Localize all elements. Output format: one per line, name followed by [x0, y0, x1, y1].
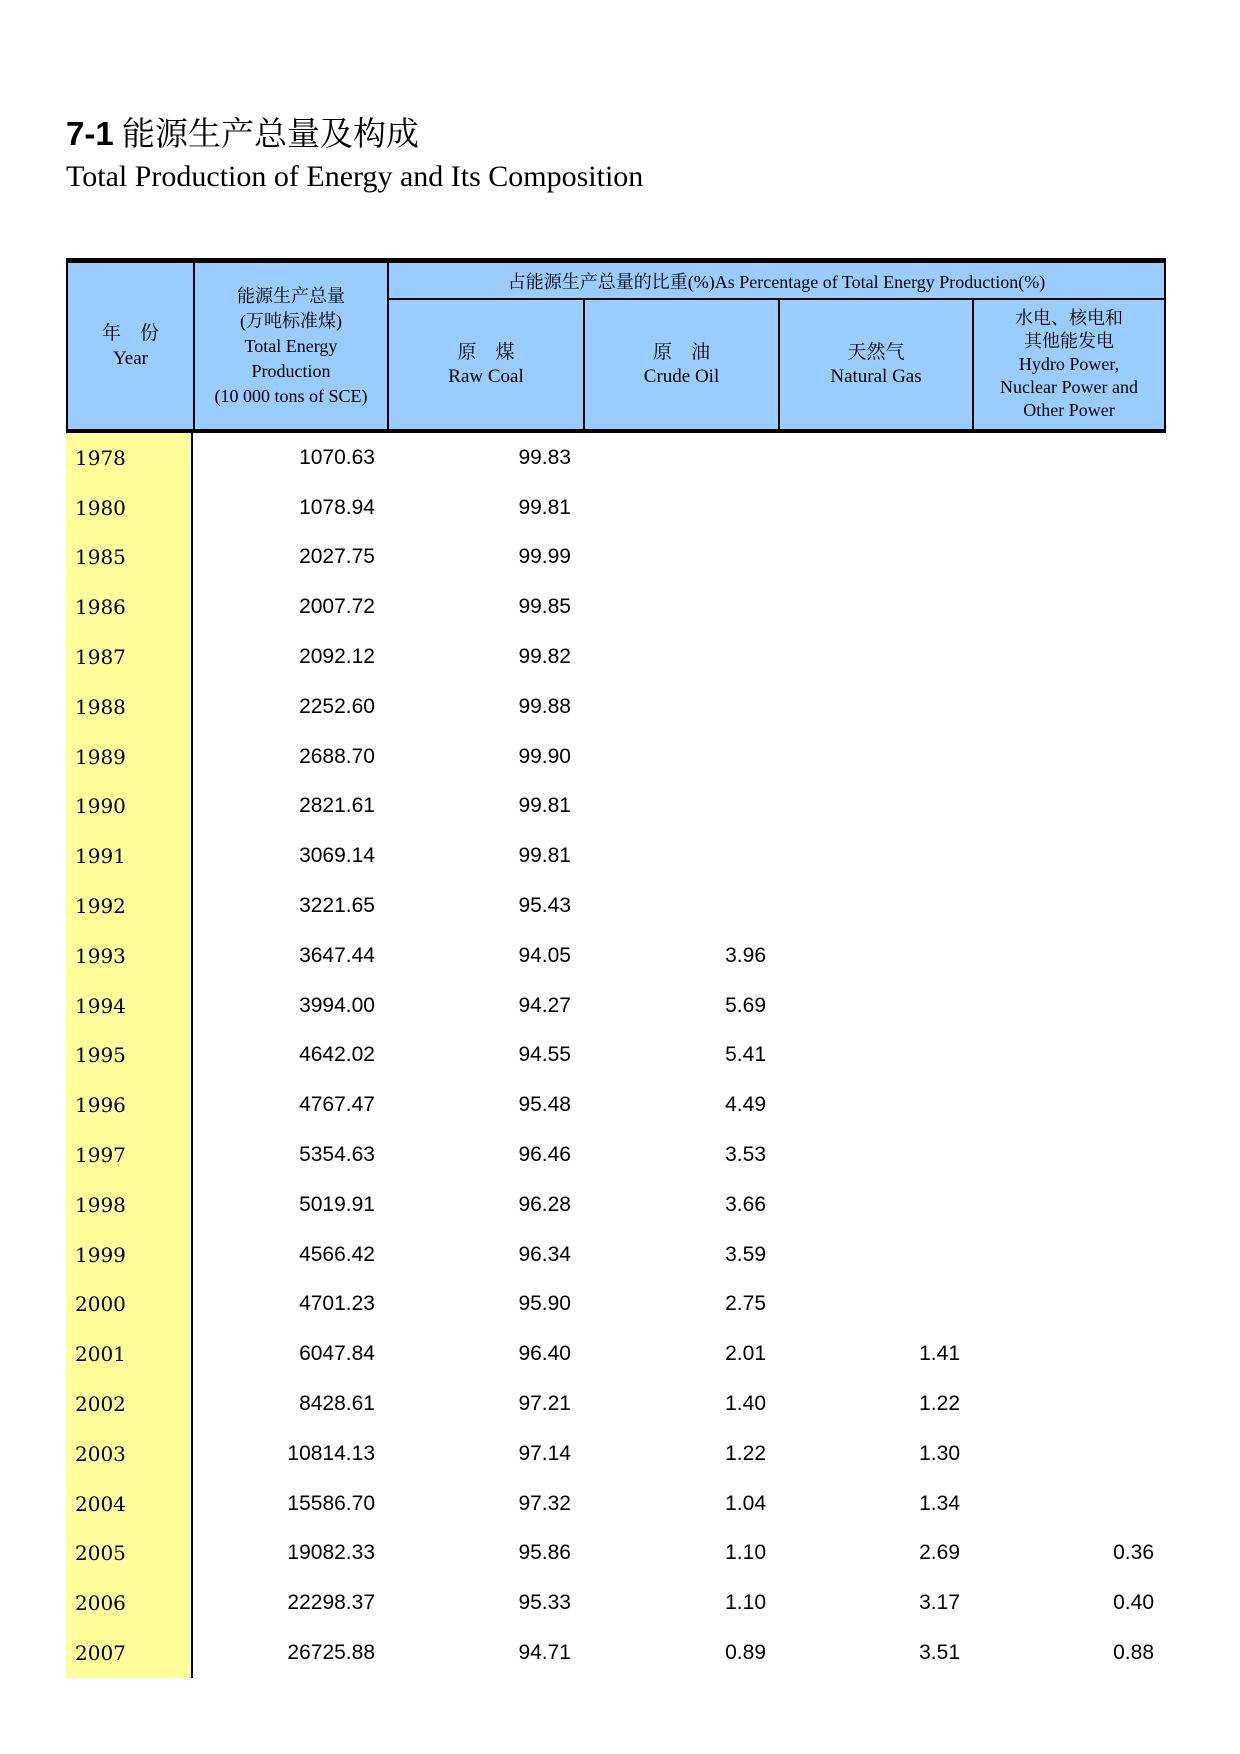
year-cell: 2006: [66, 1578, 193, 1628]
natural-gas-cell: 3.17: [919, 1591, 960, 1615]
raw-coal-cell: 97.32: [518, 1491, 571, 1515]
table-row: [66, 1479, 1166, 1529]
natural-gas-cell: 1.22: [919, 1392, 960, 1416]
header-crude-oil-en: Crude Oil: [643, 365, 720, 387]
table-row: [66, 1080, 1166, 1130]
total-energy-cell: 8428.61: [299, 1392, 375, 1416]
page-title-english: Total Production of Energy and Its Composition: [66, 160, 644, 193]
raw-coal-cell: 95.86: [518, 1541, 571, 1565]
year-cell: 1985: [66, 533, 193, 583]
total-energy-cell: 5019.91: [299, 1192, 375, 1216]
raw-coal-cell: 97.14: [518, 1441, 571, 1465]
header-hydro-l2: 其他能发电: [1024, 331, 1114, 351]
year-cell: 1998: [66, 1180, 193, 1230]
year-cell: 2004: [66, 1479, 193, 1529]
table-row: [66, 632, 1166, 682]
raw-coal-cell: 94.05: [518, 943, 571, 967]
header-hydro-l4: Nuclear Power and: [1000, 377, 1138, 397]
raw-coal-cell: 99.99: [518, 545, 571, 569]
header-total-energy: [195, 263, 389, 429]
header-total-l1: 能源生产总量: [237, 285, 345, 306]
hydro-cell: 0.40: [1113, 1591, 1154, 1615]
table-row: [66, 433, 1166, 483]
raw-coal-cell: 95.33: [518, 1591, 571, 1615]
crude-oil-cell: 2.75: [725, 1292, 766, 1316]
total-energy-cell: 5354.63: [299, 1143, 375, 1167]
header-group-title: 占能源生产总量的比重(%)As Percentage of Total Energy Production(%): [389, 263, 1164, 300]
crude-oil-cell: 1.40: [725, 1392, 766, 1416]
table-header: [66, 258, 1166, 433]
raw-coal-cell: 94.27: [518, 993, 571, 1017]
table-row: [66, 1578, 1166, 1628]
natural-gas-cell: 1.30: [919, 1441, 960, 1465]
header-crude-oil: [585, 300, 780, 429]
header-year: [68, 263, 195, 429]
raw-coal-cell: 96.46: [518, 1143, 571, 1167]
header-total-l3: Total Energy: [244, 335, 338, 356]
table-row: [66, 1628, 1166, 1678]
total-energy-cell: 4566.42: [299, 1242, 375, 1266]
hydro-cell: 0.88: [1113, 1641, 1154, 1665]
year-cell: 1980: [66, 483, 193, 533]
total-energy-cell: 2252.60: [299, 694, 375, 718]
raw-coal-cell: 94.71: [518, 1641, 571, 1665]
total-energy-cell: 3994.00: [299, 993, 375, 1017]
crude-oil-cell: 1.10: [725, 1541, 766, 1565]
year-cell: 1999: [66, 1230, 193, 1280]
table-row: [66, 483, 1166, 533]
total-energy-cell: 26725.88: [287, 1641, 375, 1665]
year-cell: 1988: [66, 682, 193, 732]
header-percentage-group: [389, 263, 1164, 429]
total-energy-cell: 1078.94: [299, 495, 375, 519]
raw-coal-cell: 99.81: [518, 844, 571, 868]
year-cell: 1997: [66, 1130, 193, 1180]
natural-gas-cell: 1.41: [919, 1342, 960, 1366]
year-cell: 1986: [66, 582, 193, 632]
raw-coal-cell: 99.81: [518, 495, 571, 519]
table-row: [66, 582, 1166, 632]
header-subcolumns: [389, 300, 1164, 429]
total-energy-cell: 2092.12: [299, 645, 375, 669]
header-crude-oil-zh: 原 油: [652, 341, 710, 363]
crude-oil-cell: 4.49: [725, 1093, 766, 1117]
table-row: [66, 1130, 1166, 1180]
raw-coal-cell: 97.21: [518, 1392, 571, 1416]
year-cell: 2003: [66, 1429, 193, 1479]
header-year-en: Year: [112, 348, 148, 369]
raw-coal-cell: 95.43: [518, 894, 571, 918]
crude-oil-cell: 3.96: [725, 943, 766, 967]
year-cell: 1995: [66, 1031, 193, 1081]
energy-production-table: [66, 258, 1166, 1678]
year-cell: 2001: [66, 1329, 193, 1379]
crude-oil-cell: 3.53: [725, 1143, 766, 1167]
hydro-cell: 0.36: [1113, 1541, 1154, 1565]
year-cell: 2007: [66, 1628, 193, 1678]
crude-oil-cell: 5.41: [725, 1043, 766, 1067]
year-cell: 2002: [66, 1379, 193, 1429]
page-title-chinese-text: 能源生产总量及构成: [121, 117, 419, 153]
year-cell: 2005: [66, 1529, 193, 1579]
header-total-l4: Production: [251, 360, 331, 381]
crude-oil-cell: 2.01: [725, 1342, 766, 1366]
header-total-l5: (10 000 tons of SCE): [214, 385, 368, 406]
total-energy-cell: 3069.14: [299, 844, 375, 868]
table-number: 7-1: [66, 115, 114, 152]
total-energy-cell: 6047.84: [299, 1342, 375, 1366]
table-body: [66, 433, 1166, 1678]
year-cell: 1993: [66, 931, 193, 981]
crude-oil-cell: 1.10: [725, 1591, 766, 1615]
year-cell: 1992: [66, 881, 193, 931]
raw-coal-cell: 96.40: [518, 1342, 571, 1366]
total-energy-cell: 2027.75: [299, 545, 375, 569]
header-natural-gas-en: Natural Gas: [830, 365, 922, 387]
table-row: [66, 1180, 1166, 1230]
table-row: [66, 533, 1166, 583]
total-energy-cell: 3647.44: [299, 943, 375, 967]
total-energy-cell: 2007.72: [299, 595, 375, 619]
header-year-zh: 年 份: [101, 323, 159, 344]
total-energy-cell: 19082.33: [287, 1541, 375, 1565]
table-row: [66, 782, 1166, 832]
year-cell: 2000: [66, 1280, 193, 1330]
table-row: [66, 1529, 1166, 1579]
header-raw-coal-en: Raw Coal: [448, 365, 524, 387]
raw-coal-cell: 96.28: [518, 1192, 571, 1216]
table-row: [66, 682, 1166, 732]
raw-coal-cell: 99.81: [518, 794, 571, 818]
raw-coal-cell: 99.82: [518, 645, 571, 669]
year-cell: 1987: [66, 632, 193, 682]
header-natural-gas-zh: 天然气: [847, 341, 905, 363]
raw-coal-cell: 99.85: [518, 595, 571, 619]
table-row: [66, 1379, 1166, 1429]
crude-oil-cell: 5.69: [725, 993, 766, 1017]
crude-oil-cell: 3.59: [725, 1242, 766, 1266]
total-energy-cell: 4701.23: [299, 1292, 375, 1316]
total-energy-cell: 2821.61: [299, 794, 375, 818]
header-natural-gas: [780, 300, 974, 429]
table-row: [66, 1230, 1166, 1280]
header-raw-coal: [389, 300, 585, 429]
total-energy-cell: 15586.70: [287, 1491, 375, 1515]
crude-oil-cell: 1.04: [725, 1491, 766, 1515]
table-row: [66, 831, 1166, 881]
raw-coal-cell: 99.88: [518, 694, 571, 718]
raw-coal-cell: 95.90: [518, 1292, 571, 1316]
year-cell: 1991: [66, 831, 193, 881]
total-energy-cell: 22298.37: [287, 1591, 375, 1615]
year-cell: 1989: [66, 732, 193, 782]
page-title-chinese: [66, 108, 419, 155]
total-energy-cell: 2688.70: [299, 744, 375, 768]
year-cell: 1990: [66, 782, 193, 832]
total-energy-cell: 4642.02: [299, 1043, 375, 1067]
header-hydro-l1: 水电、核电和: [1015, 308, 1123, 328]
raw-coal-cell: 96.34: [518, 1242, 571, 1266]
table-row: [66, 1329, 1166, 1379]
table-row: [66, 881, 1166, 931]
total-energy-cell: 4767.47: [299, 1093, 375, 1117]
header-total-l2: (万吨标准煤): [240, 310, 342, 331]
natural-gas-cell: 1.34: [919, 1491, 960, 1515]
table-row: [66, 732, 1166, 782]
header-hydro-l3: Hydro Power,: [1018, 354, 1120, 374]
header-hydro-l5: Other Power: [1023, 400, 1115, 420]
table-row: [66, 931, 1166, 981]
table-row: [66, 1031, 1166, 1081]
year-cell: 1978: [66, 433, 193, 483]
natural-gas-cell: 2.69: [919, 1541, 960, 1565]
raw-coal-cell: 94.55: [518, 1043, 571, 1067]
year-cell: 1996: [66, 1080, 193, 1130]
raw-coal-cell: 99.83: [518, 445, 571, 469]
total-energy-cell: 1070.63: [299, 445, 375, 469]
raw-coal-cell: 95.48: [518, 1093, 571, 1117]
header-raw-coal-zh: 原 煤: [457, 341, 515, 363]
crude-oil-cell: 3.66: [725, 1192, 766, 1216]
total-energy-cell: 3221.65: [299, 894, 375, 918]
table-row: [66, 981, 1166, 1031]
total-energy-cell: 10814.13: [287, 1441, 375, 1465]
table-row: [66, 1429, 1166, 1479]
year-cell: 1994: [66, 981, 193, 1031]
crude-oil-cell: 1.22: [725, 1441, 766, 1465]
natural-gas-cell: 3.51: [919, 1641, 960, 1665]
table-row: [66, 1280, 1166, 1330]
raw-coal-cell: 99.90: [518, 744, 571, 768]
header-hydro-power: [974, 300, 1164, 429]
crude-oil-cell: 0.89: [725, 1641, 766, 1665]
